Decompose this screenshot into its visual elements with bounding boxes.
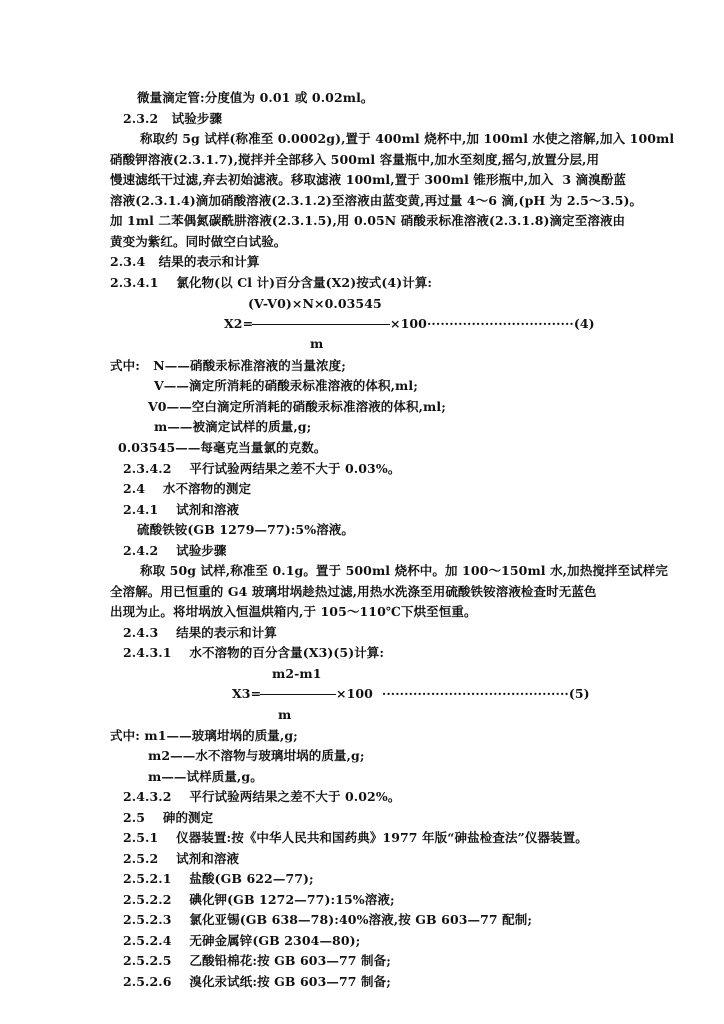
text-line: 出现为止。将坩埚放入恒温烘箱内,于 105～110℃下烘至恒重。 <box>110 604 477 619</box>
list-item: 2.5.2.4 无砷金属锌(GB 2304—80); <box>123 933 361 948</box>
text-line: V——滴定所消耗的硝酸汞标准溶液的体积,ml; <box>154 378 418 393</box>
list-item: 2.5.2.5 乙酸铅棉花:按 GB 603—77 制备; <box>123 953 391 968</box>
formula-denominator: m <box>278 707 292 722</box>
text-line: 溶液(2.3.1.4)滴加硝酸溶液(2.3.1.2)至溶液由蓝变黄,再过量 4～6 滴,(pH 为 2.5～3.5)。 <box>110 193 643 208</box>
formula-lhs: X3= <box>232 686 262 701</box>
section-heading: 2.4.1 试剂和溶液 <box>123 502 240 517</box>
fraction-bar <box>252 324 390 325</box>
text-line: 式中: m1——玻璃坩埚的质量,g; <box>110 728 298 743</box>
list-item: 2.5.2.2 碘化钾(GB 1272—77):15%溶液; <box>123 892 395 907</box>
text-line: 2.5.1 仪器装置:按《中华人民共和国药典》1977 年版“砷盐检查法”仪器装置。 <box>123 830 588 845</box>
text-line: 全溶解。用已恒重的 G4 玻璃坩埚趁热过滤,用热水洗涤至用硫酸铁铵溶液检查时无蓝色 <box>110 584 597 599</box>
list-item: 2.5.2.1 盐酸(GB 622—77); <box>123 871 314 886</box>
text-line: 称取约 5g 试样(称准至 0.0002g),置于 400ml 烧杯中,加 100ml 水使之溶解,加入 100ml <box>140 131 675 146</box>
text-line: m2——水不溶物与玻璃坩埚的质量,g; <box>148 748 365 763</box>
formula-numerator: m2-m1 <box>272 666 322 681</box>
formula-tail: ×100·································(4) <box>390 316 595 331</box>
text-line: 黄变为紫红。同时做空白试验。 <box>110 234 287 249</box>
text-line: 慢速滤纸干过滤,弃去初始滤液。移取滤液 100ml,置于 300ml 锥形瓶中,加入 3 滴溴酚蓝 <box>110 172 626 187</box>
text-line: 2.4.3.2 平行试验两结果之差不大于 0.02%。 <box>123 789 401 804</box>
text-line: 微量滴定管:分度值为 0.01 或 0.02ml。 <box>137 90 374 105</box>
text-line: 硝酸钾溶液(2.3.1.7),搅拌并全部移入 500ml 容量瓶中,加水至刻度,摇匀,放置分层,用 <box>110 152 600 167</box>
formula-denominator: m <box>310 336 324 351</box>
text-line: 式中: N——硝酸汞标准溶液的当量浓度; <box>110 358 346 373</box>
text-line: 2.4.3.1 水不溶物的百分含量(X3)(5)计算: <box>123 645 385 660</box>
text-line: 称取 50g 试样,称准至 0.1g。置于 500ml 烧杯中。加 100～150ml 水,加热搅拌至试样完 <box>140 563 668 578</box>
text-line: 0.03545——每毫克当量氯的克数。 <box>118 440 327 455</box>
section-heading: 2.4.3 结果的表示和计算 <box>123 625 277 640</box>
list-item: 2.5.2.3 氯化亚锡(GB 638—78):40%溶液,按 GB 603—77 配制; <box>123 912 533 927</box>
section-heading: 2.5.2 试剂和溶液 <box>123 851 240 866</box>
text-line: m——被滴定试样的质量,g; <box>154 419 312 434</box>
formula-tail: ×100 ··········································(5) <box>336 686 590 701</box>
formula-numerator: (V-V0)×N×0.03545 <box>248 296 382 311</box>
section-heading: 2.3.4 结果的表示和计算 <box>110 254 260 269</box>
fraction-bar <box>260 694 336 695</box>
section-heading: 2.3.2 试验步骤 <box>123 111 223 126</box>
text-line: 硫酸铁铵(GB 1279—77):5%溶液。 <box>137 522 354 537</box>
text-line: V0——空白滴定所消耗的硝酸汞标准溶液的体积,ml; <box>148 399 446 414</box>
text-line: 加 1ml 二苯偶氮碳酰肼溶液(2.3.1.5),用 0.05N 硝酸汞标准溶液(2.3.1.8)滴定至溶液由 <box>110 213 626 228</box>
text-line: m——试样质量,g。 <box>148 769 263 784</box>
section-heading: 2.5 砷的测定 <box>123 810 214 825</box>
text-line: 2.3.4.1 氯化物(以 Cl 计)百分含量(X2)按式(4)计算: <box>110 275 433 290</box>
section-heading: 2.4 水不溶物的测定 <box>123 481 252 496</box>
formula-lhs: X2= <box>224 316 254 331</box>
list-item: 2.5.2.6 溴化汞试纸:按 GB 603—77 制备; <box>123 974 391 989</box>
section-heading: 2.4.2 试验步骤 <box>123 543 227 558</box>
text-line: 2.3.4.2 平行试验两结果之差不大于 0.03%。 <box>123 461 401 476</box>
